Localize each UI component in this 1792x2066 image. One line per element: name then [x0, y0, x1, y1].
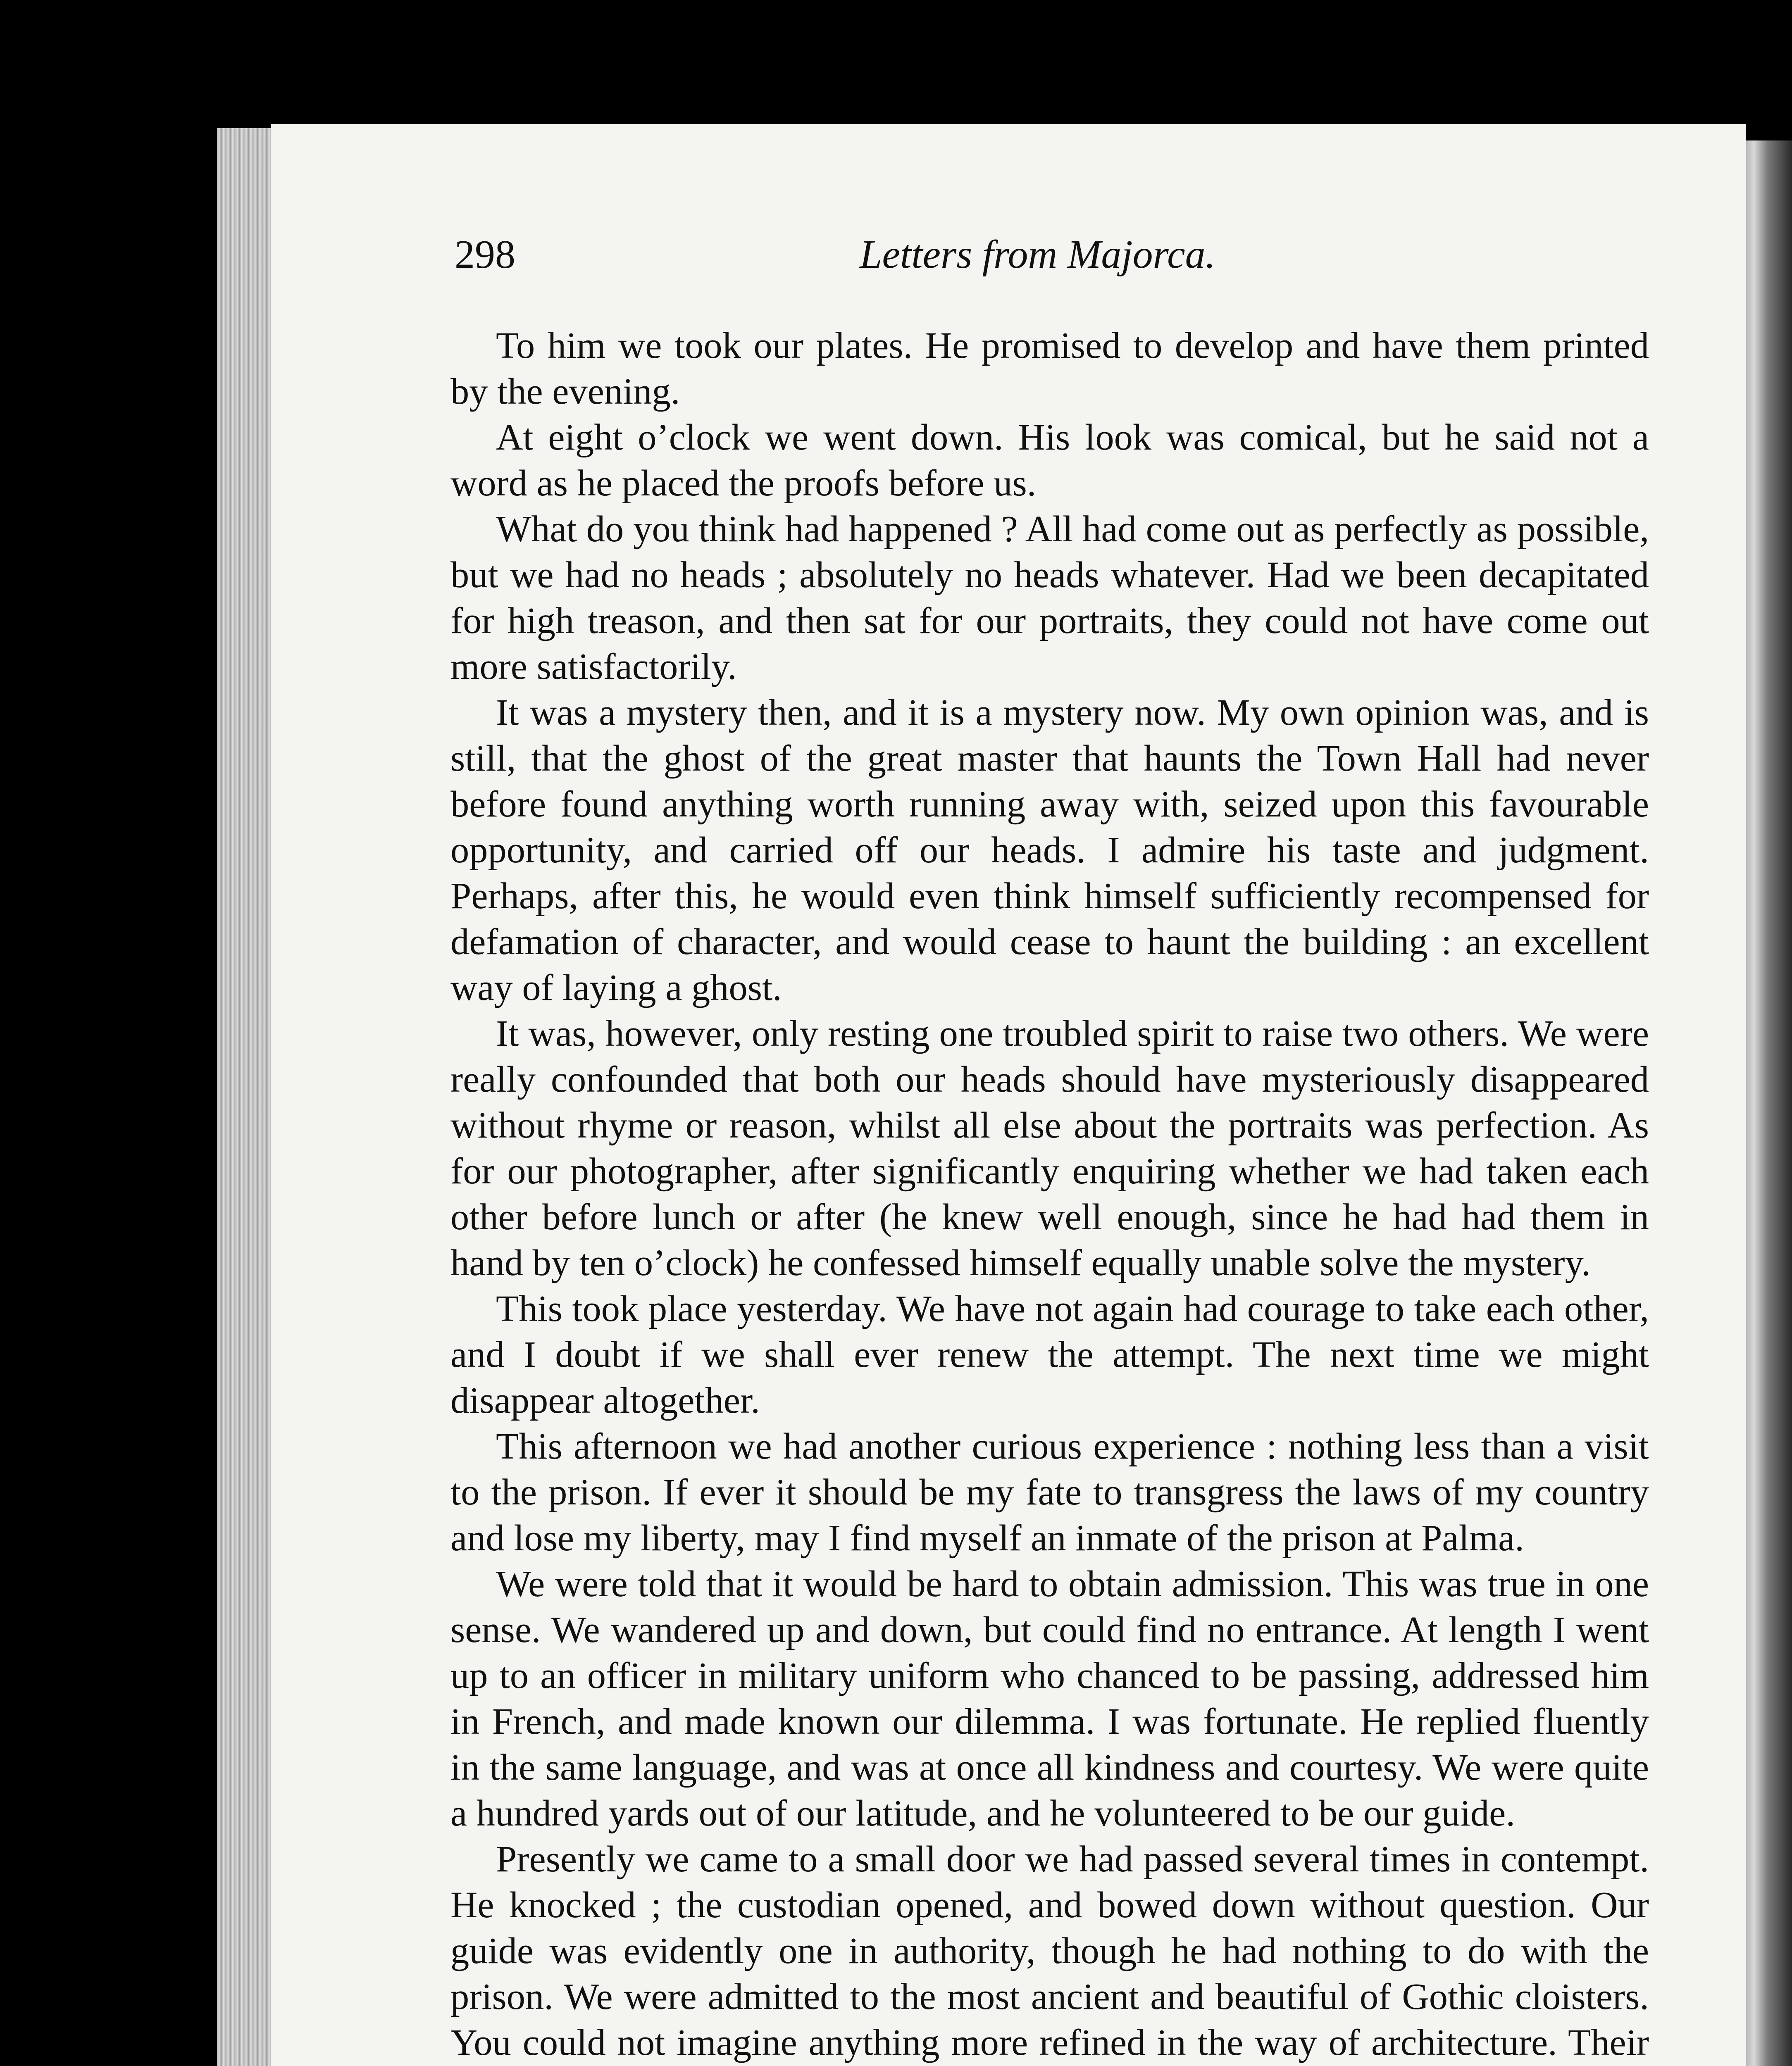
- page-number: 298: [455, 232, 515, 277]
- paragraph: We were told that it would be hard to obtain admission. This was true in one sense. We wandered up and down, but could find no entrance. At length I went up to an officer in military uniform who chanced to be passing, addressed him in French, and made known our dilemma. I was fortunate. He replied fluently in the same language, and was at once all kindness and courtesy. We were quite a hundred yards out of our latitude, and he volunteered to be our guide.: [450, 1563, 1649, 1834]
- paragraph: To him we took our plates. He promised to develop and have them printed by the evening.: [450, 324, 1649, 412]
- body-text: [450, 322, 1649, 2066]
- paragraph: What do you think had happened ? All had come out as perfectly as possible, but we had no heads ; absolutely no heads whatever. Had we been decapitated for high treason, and then sat for our portraits, they could not have come out more satisfactorily.: [450, 508, 1649, 687]
- running-title: Letters from Majorca.: [860, 232, 1216, 277]
- paragraph: At eight o’clock we went down. His look was comical, but he said not a word as he placed the proofs before us.: [450, 416, 1649, 504]
- paragraph: This took place yesterday. We have not again had courage to take each other, and I doubt if we shall ever renew the attempt. The next time we might disappear altogether.: [450, 1288, 1649, 1421]
- book-gutter-edge: [217, 128, 271, 2066]
- paragraph: This afternoon we had another curious experience : nothing less than a visit to the prison. If ever it should be my fate to transgress the laws of my country and lose my liberty, may I find myself an inmate of the prison at Palma.: [450, 1425, 1649, 1559]
- paragraph: It was, however, only resting one troubled spirit to raise two others. We were really confounded that both our heads should have mysteriously disappeared without rhyme or reason, whilst all else about the portraits was perfection. As for our photographer, after significantly enquiring whether we had taken each other before lunch or after (he knew well enough, since he had had them in hand by ten o’clock) he confessed himself equally unable solve the mystery.: [450, 1012, 1649, 1283]
- page-header: [455, 231, 1678, 289]
- paragraph: Presently we came to a small door we had passed several times in contempt. He knocked ; the custodian opened, and bowed down without question. Our guide was evidently one in authority, though he had nothing to do with the prison. We were admitted to the most ancient and beautiful of Gothic cloisters. You could not imagine anything more refined in the way of architecture. Their: [450, 1838, 1649, 2063]
- paragraph: It was a mystery then, and it is a mystery now. My own opinion was, and is still, that the ghost of the great master that haunts the Town Hall had never before found anything worth running away with, seized upon this favourable opportunity, and carried off our heads. I admire his taste and judgment. Perhaps, after this, he would even think himself sufficiently recompensed for defamation of character, and would cease to haunt the building : an excellent way of laying a ghost.: [450, 691, 1649, 1008]
